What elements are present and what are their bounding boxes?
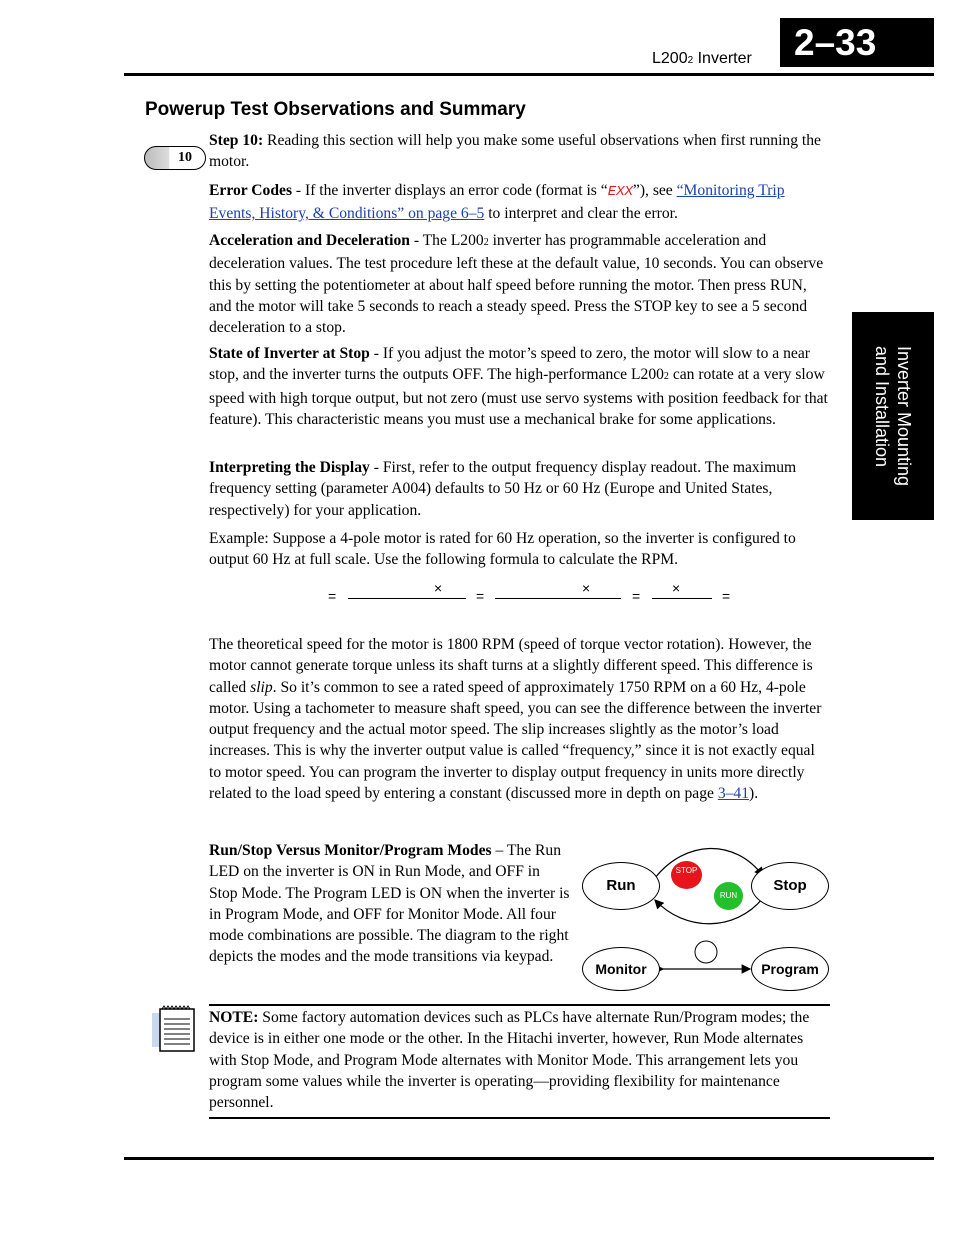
product-sub: 2: [687, 55, 694, 66]
state-text1: - If you adjust the motor’s speed to zero, the motor will slow to a near stop, and the inverter turns the outputs OFF. The high-performance L200: [209, 345, 810, 384]
formula-times-1: ×: [434, 580, 443, 596]
program-mode: [751, 947, 829, 991]
step-paragraph: [209, 130, 829, 173]
formula-equals-2: =: [476, 588, 485, 604]
accel-text2: inverter has programmable acceleration and deceleration values. The test procedure left these at the default value, 10 seconds. You can observe this by setting the potentiometer at about half speed before running the motor. Then press RUN, and the motor will take 5 seconds to reach a steady speed. Press the STOP key to see a 5 second deceleration to a stop.: [209, 232, 824, 337]
stop-mode-label: Stop: [773, 877, 807, 894]
runstop-paragraph: [209, 840, 571, 968]
runstop-label: Run/Stop Versus Monitor/Program Modes: [209, 842, 492, 859]
formula-times-3: ×: [672, 580, 681, 596]
runstop-text: – The Run LED on the inverter is ON in Run Mode, and OFF in Stop Mode. The Program LED is ON when the inverter is in Program Mode, and OFF for Monitor Mode. All four mode combinations are possible. The diagram to the right depicts the modes and the mode transitions via keypad.: [209, 842, 570, 966]
formula-equals-3: =: [632, 588, 641, 604]
program-mode-label: Program: [761, 961, 819, 977]
run-key-icon: [714, 882, 743, 910]
header-rule: [124, 73, 934, 76]
side-tab-text: [871, 346, 915, 486]
stop-key-label: STOP: [675, 866, 698, 875]
display-text: - First, refer to the output frequency display readout. The maximum frequency setting (parameter A004) defaults to 50 Hz or 60 Hz (Europe and United States, respectively) for your application.: [209, 459, 797, 519]
stop-key-icon: [671, 861, 702, 889]
run-mode-label: Run: [606, 877, 636, 894]
theory-paragraph: [209, 634, 829, 804]
product-suffix: Inverter: [693, 50, 752, 67]
step-number: 10: [178, 150, 192, 165]
formula-equals-1: =: [328, 588, 337, 604]
error-codes-text2: ”), see: [632, 182, 677, 199]
section-title: Powerup Test Observations and Summary: [145, 99, 526, 120]
slip-term: slip: [250, 678, 273, 696]
error-code-format: EXX: [607, 184, 633, 200]
error-codes-text3: to interpret and clear the error.: [484, 205, 678, 223]
example-paragraph: Example: Suppose a 4-pole motor is rated for 60 Hz operation, so the inverter is configured to output 60 Hz at full scale. Use the following formula to calculate the RPM.: [209, 530, 796, 569]
state-sub: 2: [663, 371, 669, 383]
state-paragraph: [209, 343, 829, 430]
note-bottom-rule: [209, 1117, 830, 1119]
stop-mode: [751, 862, 829, 910]
theory-text1: The theoretical speed for the motor is 1800 RPM (speed of torque vector rotation). However, the motor cannot generate torque unless its shaft turns at a slightly different speed. This difference is called: [209, 636, 813, 696]
chapter-side-tab: [852, 312, 934, 520]
formula-fraction-line-2: [495, 598, 621, 599]
note-label: NOTE:: [209, 1009, 259, 1026]
formula-times-2: ×: [582, 580, 591, 596]
page-number: 2–33: [780, 18, 934, 67]
step-label: Step 10:: [209, 132, 264, 149]
formula-fraction-line-1: [348, 598, 466, 599]
monitor-mode-label: Monitor: [595, 961, 647, 977]
state-label: State of Inverter at Stop: [209, 345, 370, 362]
monitor-mode: [582, 947, 660, 991]
stop-to-run-arrow: [655, 898, 763, 924]
display-paragraph: [209, 457, 829, 521]
side-tab-line1: Inverter Mounting: [894, 345, 914, 487]
product-prefix: L200: [652, 50, 688, 67]
error-codes-text1: - If the inverter displays an error code (format is “: [292, 182, 608, 199]
accel-label: Acceleration and Deceleration: [209, 232, 410, 249]
note-top-rule: [209, 1004, 830, 1006]
run-key-label: RUN: [719, 891, 738, 900]
theory-text3: ).: [749, 785, 759, 803]
monitoring-trip-events-link[interactable]: “Monitoring Trip Events, History, & Conditions” on page 6–5: [209, 182, 785, 223]
header-product: [652, 50, 752, 68]
func-key-icon: [695, 941, 717, 963]
error-codes-paragraph: [209, 180, 829, 225]
formula-equals-4: =: [722, 588, 731, 604]
note-text: Some factory automation devices such as PLCs have alternate Run/Program modes; the device is in either one mode or the other. In the Hitachi inverter, however, Run Mode alternates with Stop Mode, and Program Mode alternates with Monitor Mode. This arrangement lets you program some values while the inverter is operating—providing flexibility for maintenance personnel.: [209, 1009, 810, 1112]
page-3-41-link[interactable]: 3–41: [717, 785, 749, 803]
note-paragraph: [209, 1007, 829, 1113]
step-text: Reading this section will help you make some useful observations when first running the motor.: [209, 132, 821, 171]
rpm-formula: [320, 582, 740, 612]
footer-rule: [124, 1157, 934, 1160]
error-codes-label: Error Codes: [209, 182, 293, 199]
formula-fraction-line-3: [652, 598, 712, 599]
accel-text1: - The L200: [409, 232, 484, 249]
side-tab-line2: and Installation: [872, 345, 892, 468]
display-label: Interpreting the Display: [209, 459, 370, 476]
theory-text2: . So it’s common to see a rated speed of approximately 1750 RPM on a 60 Hz, 4-pole motor. Using a tachometer to measure shaft speed, you can see the difference between the inverter output frequency and the actual motor speed. The slip increases slightly as the motor’s load increases. This is why the inverter output value is called “frequency,” since it is not exactly equal to motor speed. You can program the inverter to display output frequency in units more directly related to the load speed by entering a constant (discussed more in depth on page: [209, 678, 822, 803]
run-mode: [582, 862, 660, 910]
state-text2: can rotate at a very slow speed with high torque output, but not zero (must use servo systems with position feedback for that feature). This characteristic means you must use a mechanical brake for some applications.: [209, 366, 828, 428]
accel-sub: 2: [483, 237, 489, 248]
note-icon: [150, 1005, 198, 1053]
accel-paragraph: [209, 230, 829, 338]
